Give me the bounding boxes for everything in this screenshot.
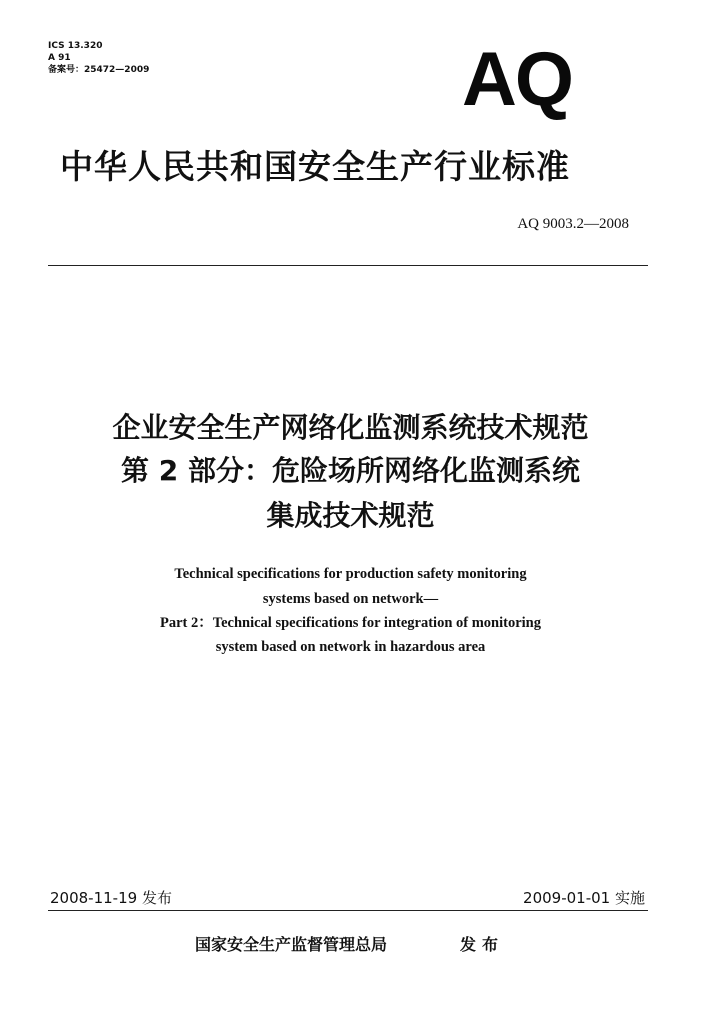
aq-logo: AQ [462, 37, 572, 122]
title-en-line2: systems based on network— [262, 591, 439, 607]
standard-number: AQ 9003.2—2008 [517, 216, 629, 232]
ccs-code: A 91 [48, 53, 71, 63]
issue-date: 2008-11-19 发布 [50, 889, 172, 907]
title-cn-line1: 企业安全生产网络化监测系统技术规范 [112, 411, 589, 444]
ics-code: ICS 13.320 [48, 41, 103, 51]
issuing-authority: 国家安全生产监督管理总局 [195, 935, 388, 954]
implement-date: 2009-01-01 实施 [523, 889, 645, 907]
standard-category: 中华人民共和国安全生产行业标准 [60, 147, 570, 186]
title-cn-line2: 第 2 部分：危险场所网络化监测系统 [121, 454, 580, 487]
title-en-line4: system based on network in hazardous area [215, 639, 486, 655]
classification-block [48, 40, 149, 76]
issue-label: 发布 [460, 935, 505, 954]
header-divider [48, 265, 648, 266]
title-en-line3: Part 2：Technical specifications for integration of monitoring [160, 615, 541, 631]
title-en-line1: Technical specifications for production safety monitoring [174, 566, 527, 582]
title-cn-line3: 集成技术规范 [266, 499, 435, 532]
footer-divider [48, 910, 648, 911]
record-number: 备案号：25472—2009 [48, 65, 150, 75]
